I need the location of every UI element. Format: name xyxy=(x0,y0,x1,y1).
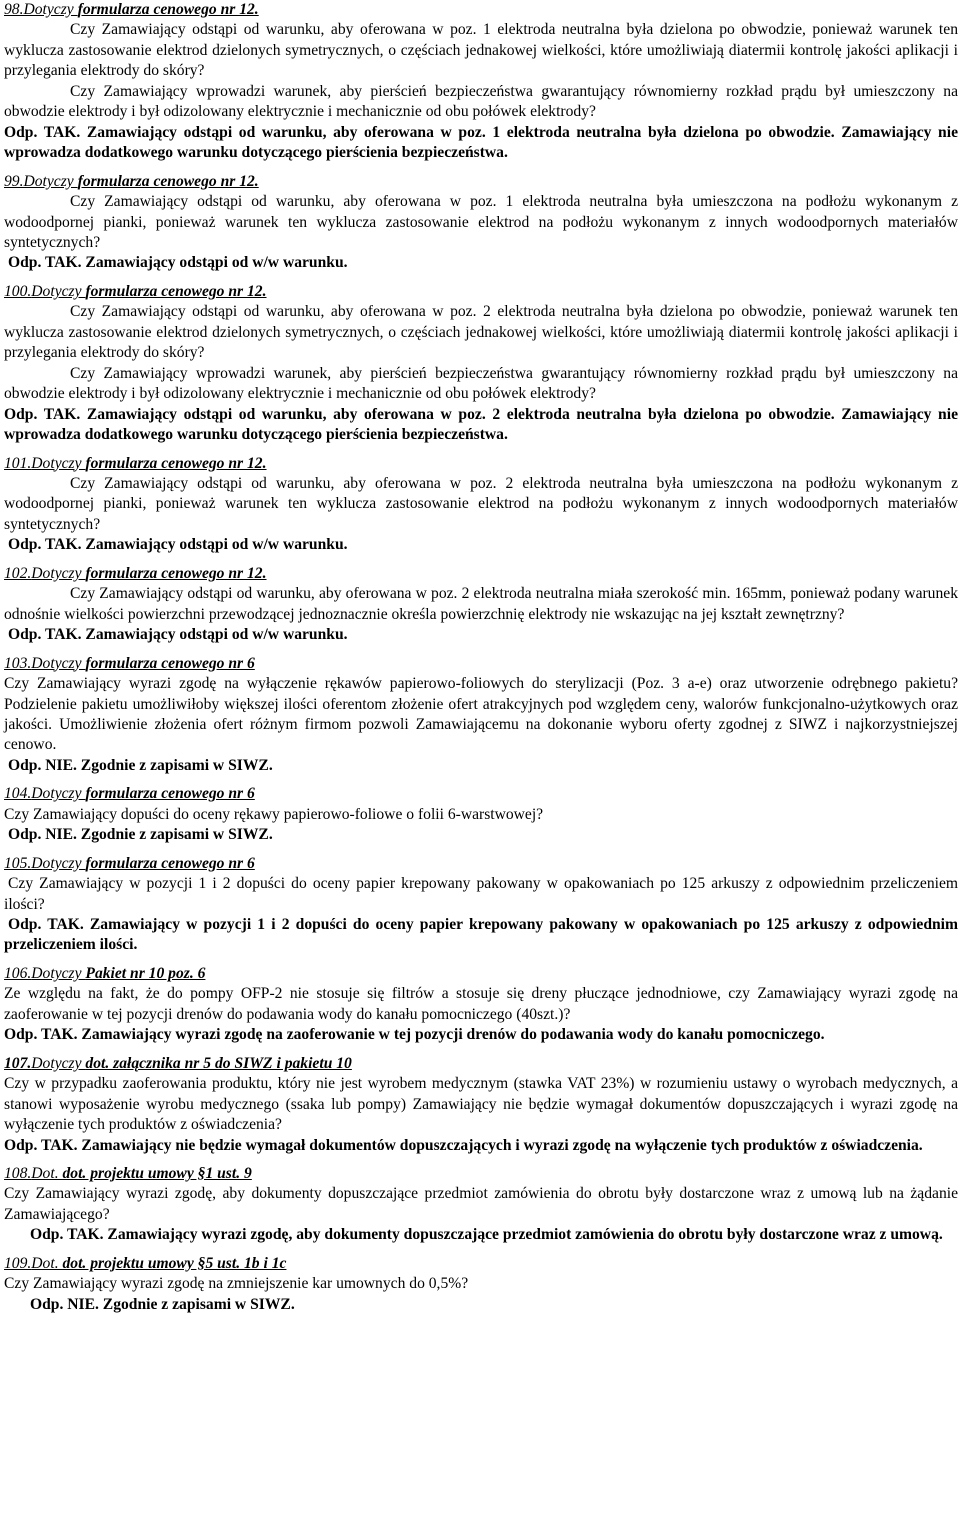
question-paragraph: Czy Zamawiający wyrazi zgodę na wyłączenie rękawów papierowo-foliowych do sterylizacji (Poz. 3 a-e) oraz utworzenie odrębnego pakietu? Podzielenie pakietu umożliwiłoby większej ilości oferentom złożenie ofert atrakcyjnych pod względem ceny, walorów funkcjonalno-użytkowych oraz jakości. Umożliwienie złożenia ofert różnym firmom pozwoli Zamawiającemu na dokonanie wyboru oferty zgodnej z SIWZ i najkorzystniejszej cenowo. xyxy=(4,675,958,754)
qa-item-108 xyxy=(4,1164,958,1246)
question-paragraph: Ze względu na fakt, że do pompy OFP-2 nie stosuje się filtrów a stosuje się dreny płuczące jednodniowe, czy Zamawiający wyrazi zgodę na zaoferowanie w tej pozycji drenów do podawania wody do kanału pomocniczego (40szt.)? xyxy=(4,985,958,1023)
qa-item-109 xyxy=(4,1254,958,1315)
answer: Odp. TAK. Zamawiający wyrazi zgodę, aby dokumenty dopuszczające przedmiot zamówienia do obrotu były dostarczone wraz z umową. xyxy=(30,1226,943,1244)
item-heading: 100.Dotyczy formularza cenowego nr 12. xyxy=(4,282,267,300)
item-heading: 103.Dotyczy formularza cenowego nr 6 xyxy=(4,654,255,672)
item-heading: 106.Dotyczy Pakiet nr 10 poz. 6 xyxy=(4,964,206,982)
answer: Odp. TAK. Zamawiający nie będzie wymagał dokumentów dopuszczających i wyrazi zgodę na wyłączenie tych produktów z oświadczenia. xyxy=(4,1136,923,1154)
item-heading: 101.Dotyczy formularza cenowego nr 12. xyxy=(4,454,267,472)
question-paragraph: Czy Zamawiający wprowadzi warunek, aby pierścień bezpieczeństwa gwarantujący równomierny rozkład prądu był umieszczony na obwodzie elektrody i był odizolowany elektrycznie i mechanicznie od obu połówek elektrody? xyxy=(4,364,958,403)
answer: Odp. TAK. Zamawiający odstąpi od w/w warunku. xyxy=(8,254,348,272)
answer: Odp. NIE. Zgodnie z zapisami w SIWZ. xyxy=(8,756,273,774)
item-heading: 109.Dot. dot. projektu umowy §5 ust. 1b i 1c xyxy=(4,1254,287,1272)
item-heading: 108.Dot. dot. projektu umowy §1 ust. 9 xyxy=(4,1165,252,1183)
question-paragraph: Czy Zamawiający odstąpi od warunku, aby oferowana w poz. 2 elektroda neutralna miała szerokość min. 165mm, ponieważ podany warunek odnośnie wielkości powierzchni przewodzącej jednoznacznie określa powierzchnię elektrody nie wskazując na jej kształt zewnętrzny? xyxy=(4,585,958,623)
qa-item-103 xyxy=(4,654,958,777)
question-paragraph: Czy Zamawiający odstąpi od warunku, aby oferowana w poz. 2 elektroda neutralna była dzielona po obwodzie, ponieważ warunek ten wyklucza zastosowanie elektrod dzielonych symetrycznych, o częściach jednakowej wielkości, które umożliwiają diatermii kontrolę jakości aplikacji i przylegania elektrody do skóry? xyxy=(4,303,958,362)
answer: Odp. TAK. Zamawiający odstąpi od warunku, aby oferowana w poz. 1 elektroda neutralna była dzielona po obwodzie. Zamawiający nie wprowadza dodatkowego warunku dotyczącego pierścienia bezpieczeństwa. xyxy=(4,123,958,162)
answer: Odp. TAK. Zamawiający odstąpi od w/w warunku. xyxy=(8,626,348,644)
question-paragraph: Czy Zamawiający dopuści do oceny rękawy papierowo-foliowe o folii 6-warstwowej? xyxy=(4,805,544,823)
answer: Odp. TAK. Zamawiający odstąpi od w/w warunku. xyxy=(8,536,348,554)
question-paragraph: Czy Zamawiający wprowadzi warunek, aby pierścień bezpieczeństwa gwarantujący równomierny rozkład prądu był umieszczony na obwodzie elektrody i był odizolowany elektrycznie i mechanicznie od obu połówek elektrody? xyxy=(4,82,958,121)
question-paragraph: Czy Zamawiający odstąpi od warunku, aby oferowana w poz. 1 elektroda neutralna była dzielona po obwodzie, ponieważ warunek ten wyklucza zastosowanie elektrod dzielonych symetrycznych, o częściach jednakowej wielkości, które umożliwiają diatermii kontrolę jakości aplikacji i przylegania elektrody do skóry? xyxy=(4,21,958,80)
qa-item-105 xyxy=(4,854,958,956)
question-paragraph: Czy Zamawiający odstąpi od warunku, aby oferowana w poz. 2 elektroda neutralna była umieszczona na podłożu wykonanym z wodoodpornej pianki, ponieważ warunek ten wyklucza zastosowanie elektrod na podłożu wykonanym z innych wodoodpornych materiałów syntetycznych? xyxy=(4,474,958,533)
question-paragraph: Czy Zamawiający wyrazi zgodę na zmniejszenie kar umownych do 0,5%? xyxy=(4,1275,469,1293)
qa-item-100 xyxy=(4,282,958,446)
qa-item-104 xyxy=(4,784,958,845)
qa-item-107 xyxy=(4,1054,958,1156)
item-heading: 105.Dotyczy formularza cenowego nr 6 xyxy=(4,854,255,872)
answer: Odp. NIE. Zgodnie z zapisami w SIWZ. xyxy=(30,1295,295,1313)
question-paragraph: Czy Zamawiający wyrazi zgodę, aby dokumenty dopuszczające przedmiot zamówienia do obrotu były dostarczone wraz z umową lub na żądanie Zamawiającego? xyxy=(4,1185,958,1223)
qa-item-99 xyxy=(4,172,958,274)
answer: Odp. TAK. Zamawiający wyrazi zgodę na zaoferowanie w tej pozycji drenów do podawania wody do kanału pomocniczego. xyxy=(4,1026,825,1044)
qa-item-106 xyxy=(4,964,958,1046)
question-paragraph: Czy w przypadku zaoferowania produktu, który nie jest wyrobem medycznym (stawka VAT 23%) w rozumieniu ustawy o wyrobach medycznych, a stanowi wyposażenie wyrobu medycznego (ssaka lub pompy) Zamawiający nie będzie wymagał dokumentów dopuszczających i wyrazi zgodę na wyłączenie tych produktów z oświadczenia? xyxy=(4,1075,958,1134)
item-heading: 98.Dotyczy formularza cenowego nr 12. xyxy=(4,1,259,18)
item-heading: 102.Dotyczy formularza cenowego nr 12. xyxy=(4,564,267,582)
answer: Odp. TAK. Zamawiający odstąpi od warunku, aby oferowana w poz. 2 elektroda neutralna była dzielona po obwodzie. Zamawiający nie wprowadza dodatkowego warunku dotyczącego pierścienia bezpieczeństwa. xyxy=(4,405,958,444)
item-heading: 99.Dotyczy formularza cenowego nr 12. xyxy=(4,172,259,190)
question-paragraph: Czy Zamawiający w pozycji 1 i 2 dopuści do oceny papier krepowany pakowany w opakowaniach po 125 arkuszy z odpowiednim przeliczeniem ilości? xyxy=(4,875,958,913)
answer: Odp. TAK. Zamawiający w pozycji 1 i 2 dopuści do oceny papier krepowany pakowany w opakowaniach po 125 arkuszy z odpowiednim przeliczeniem ilości. xyxy=(4,916,958,954)
question-paragraph: Czy Zamawiający odstąpi od warunku, aby oferowana w poz. 1 elektroda neutralna była umieszczona na podłożu wykonanym z wodoodpornej pianki, ponieważ warunek ten wyklucza zastosowanie elektrod na podłożu wykonanym z innych wodoodpornych materiałów syntetycznych? xyxy=(4,193,958,251)
qa-item-98 xyxy=(4,0,958,164)
item-heading: 104.Dotyczy formularza cenowego nr 6 xyxy=(4,785,255,803)
answer: Odp. NIE. Zgodnie z zapisami w SIWZ. xyxy=(8,826,273,844)
qa-item-101 xyxy=(4,454,958,556)
item-heading: 107.Dotyczy dot. załącznika nr 5 do SIWZ i pakietu 10 xyxy=(4,1054,352,1072)
qa-item-102 xyxy=(4,564,958,646)
